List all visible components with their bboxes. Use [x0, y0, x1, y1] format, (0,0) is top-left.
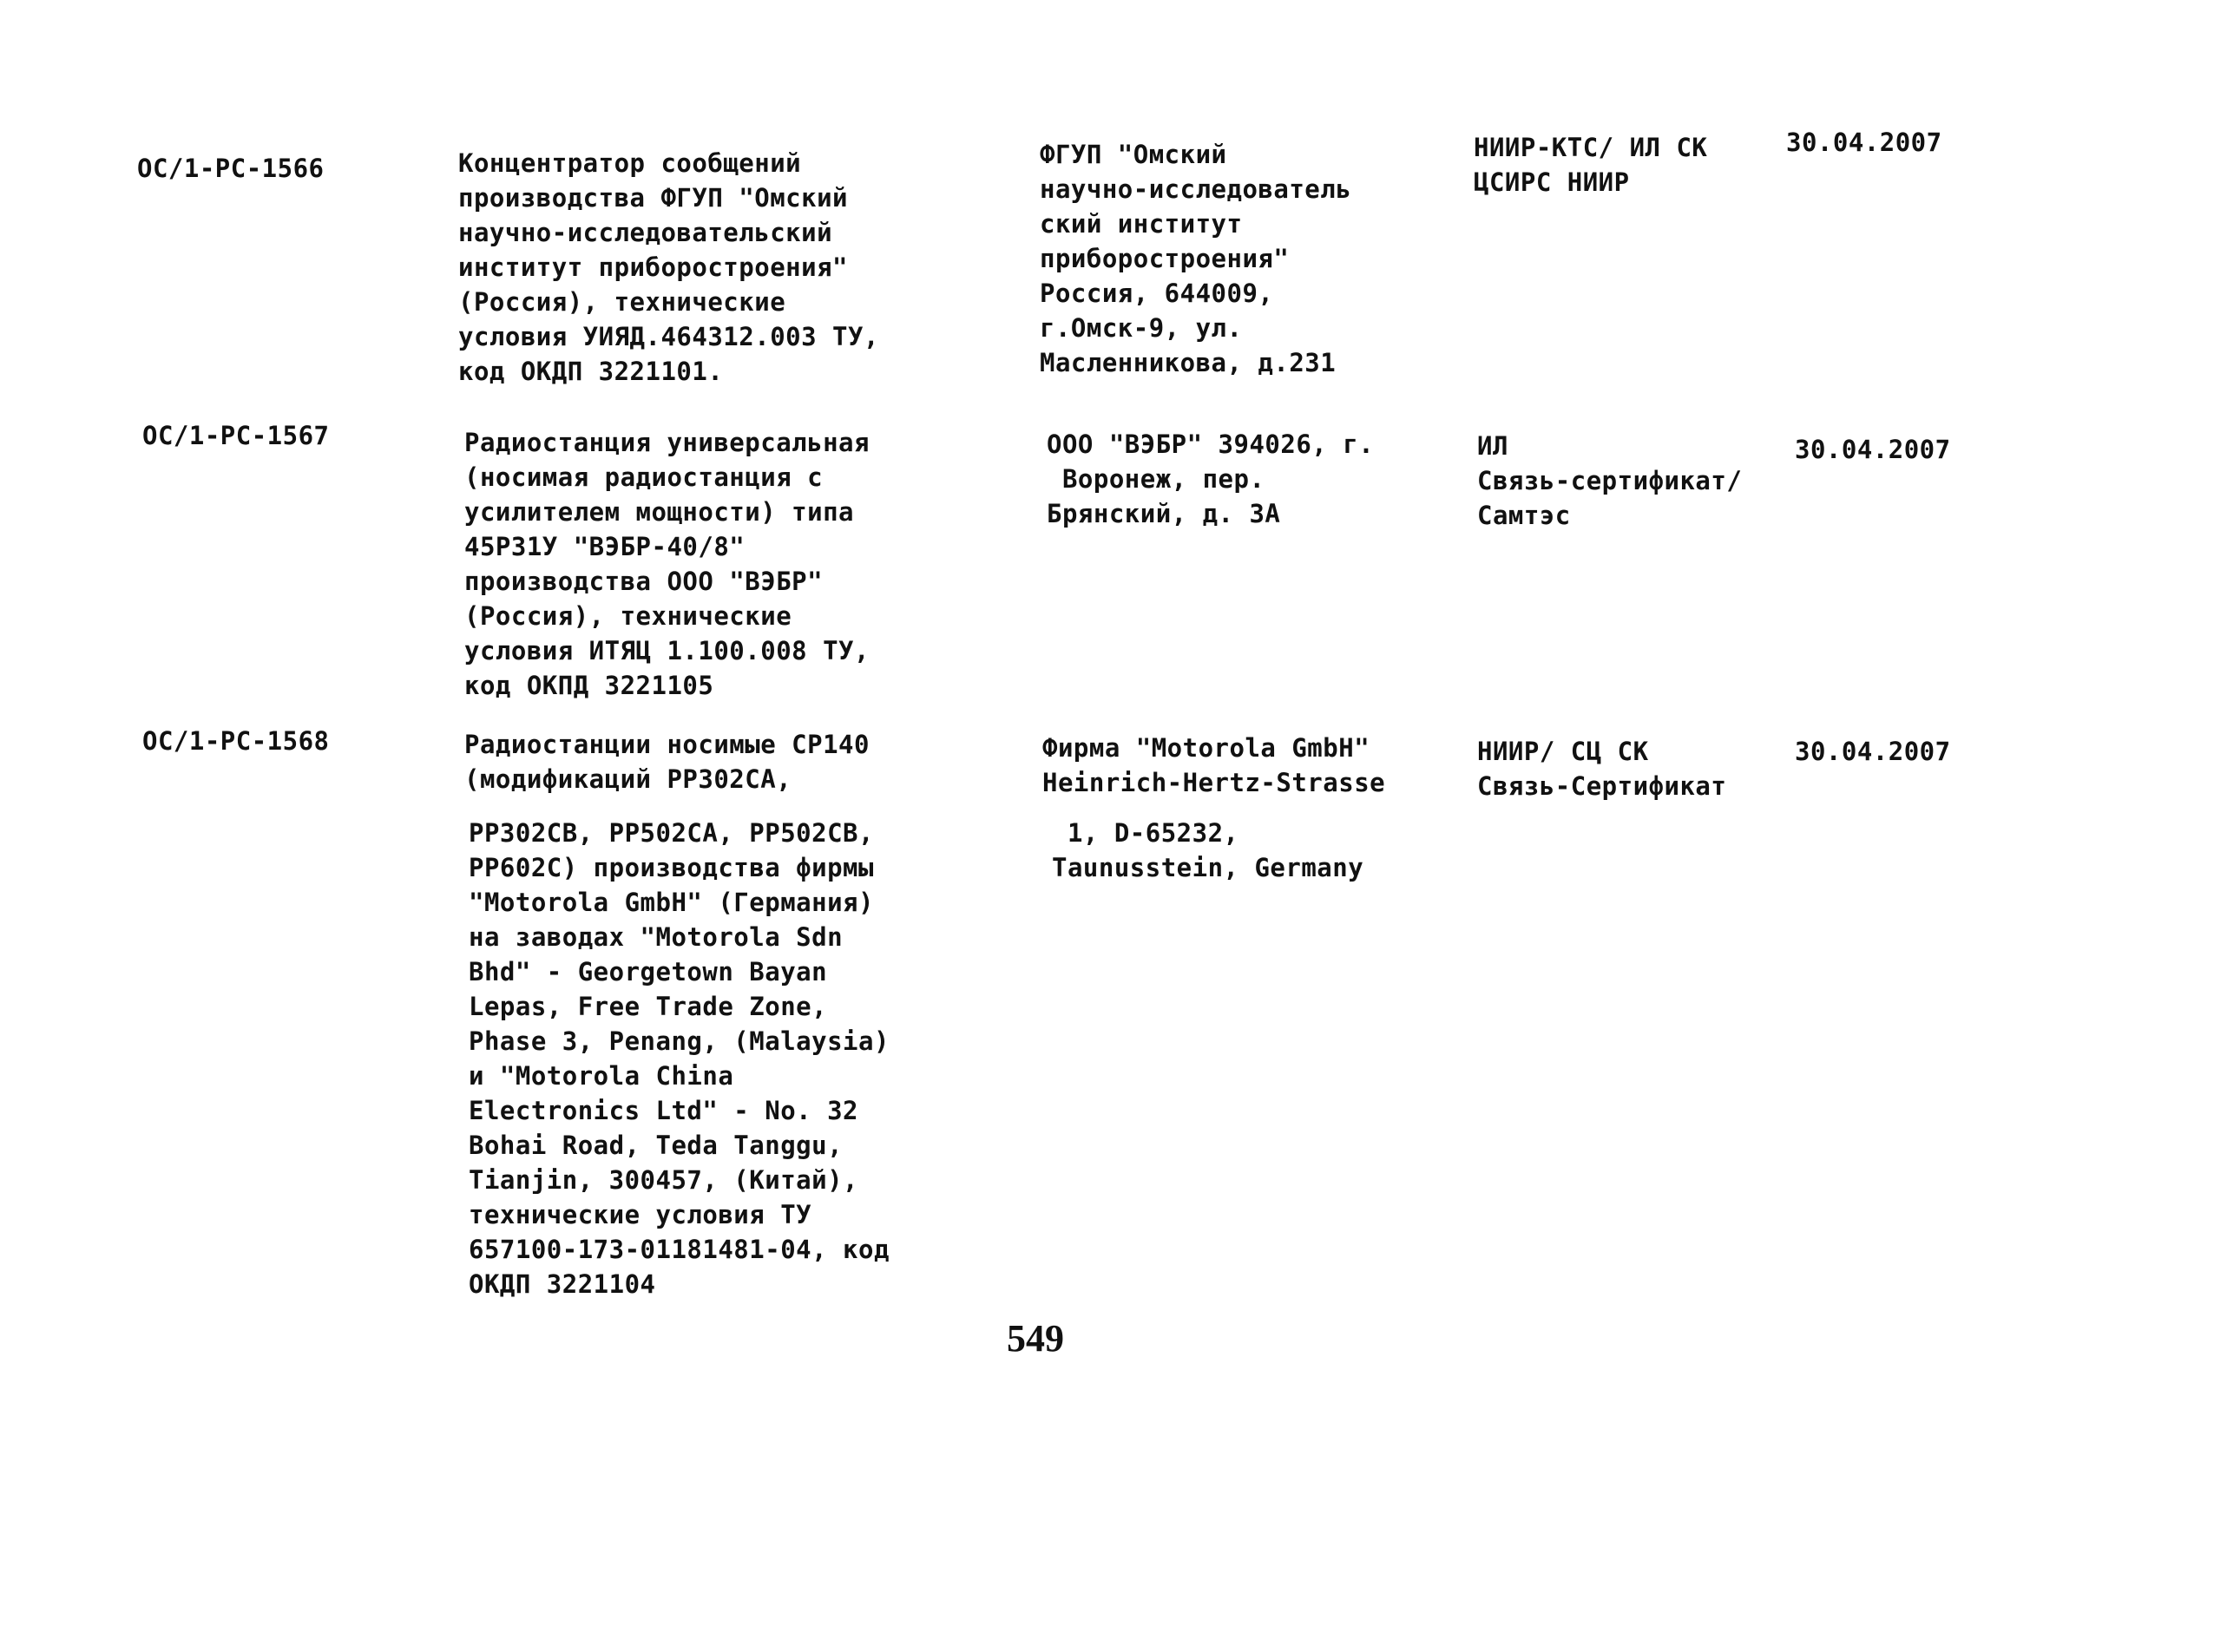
entry-applicant: ФГУП "Омский научно-исследователь ский институт приборостроения" Россия, 644009, г.Омск-9, ул. Масленникова, д.231 [1040, 140, 1352, 377]
entry-description: Концентратор сообщений производства ФГУП "Омский научно-исследовательский институт приборостроения" (Россия), технические условия УИЯД.464312.003 ТУ, код ОКДП 3221101. [458, 148, 879, 386]
entry-applicant: ООО "ВЭБР" 394026, г. Воронеж, пер. Брянский, д. 3А [1047, 429, 1375, 528]
entry-date: 30.04.2007 [1795, 435, 1951, 464]
entry-description: Радиостанции носимые СР140 (модификаций РР302СА, [464, 730, 870, 794]
entry-date: 30.04.2007 [1795, 737, 1951, 766]
entry-number: ОС/1-РС-1566 [137, 154, 325, 183]
entry-date: 30.04.2007 [1786, 128, 1942, 157]
entry-applicant-continued: 1, D-65232, Taunusstein, Germany [1052, 818, 1364, 882]
entry-applicant: Фирма "Motorola GmbH" Heinrich-Hertz-Strasse [1042, 733, 1386, 797]
entry-certifying-body: ИЛ Связь-сертификат/ Самтэс [1477, 431, 1743, 530]
entry-number: ОС/1-РС-1567 [142, 421, 330, 450]
entry-certifying-body: НИИР/ СЦ СК Связь-Сертификат [1477, 737, 1727, 801]
page-number: 549 [1007, 1317, 1064, 1360]
entry-description: Радиостанция универсальная (носимая радиостанция с усилителем мощности) типа 45Р31У "ВЭБР-40/8" производства ООО "ВЭБР" (Россия), технические условия ИТЯЦ 1.100.008 ТУ, код ОКПД 3221105 [464, 428, 870, 700]
entry-number: ОС/1-РС-1568 [142, 726, 330, 756]
entry-description-continued: РР302СВ, РР502СА, РР502СВ, РР602С) производства фирмы "Motorola GmbH" (Германия) на заводах "Motorola Sdn Bhd" - Georgetown Bayan Lepas, Free Trade Zone, Phase 3, Penang, (Malaysia) и "Motorola China Electronics Ltd" - No. 32 Bohai Road, Teda Tanggu, Tianjin, 300457, (Китай), технические условия ТУ 657100-173-01181481-04, код ОКДП 3221104 [469, 818, 890, 1299]
entry-certifying-body: НИИР-КТС/ ИЛ СК ЦСИРС НИИР [1474, 133, 1708, 197]
